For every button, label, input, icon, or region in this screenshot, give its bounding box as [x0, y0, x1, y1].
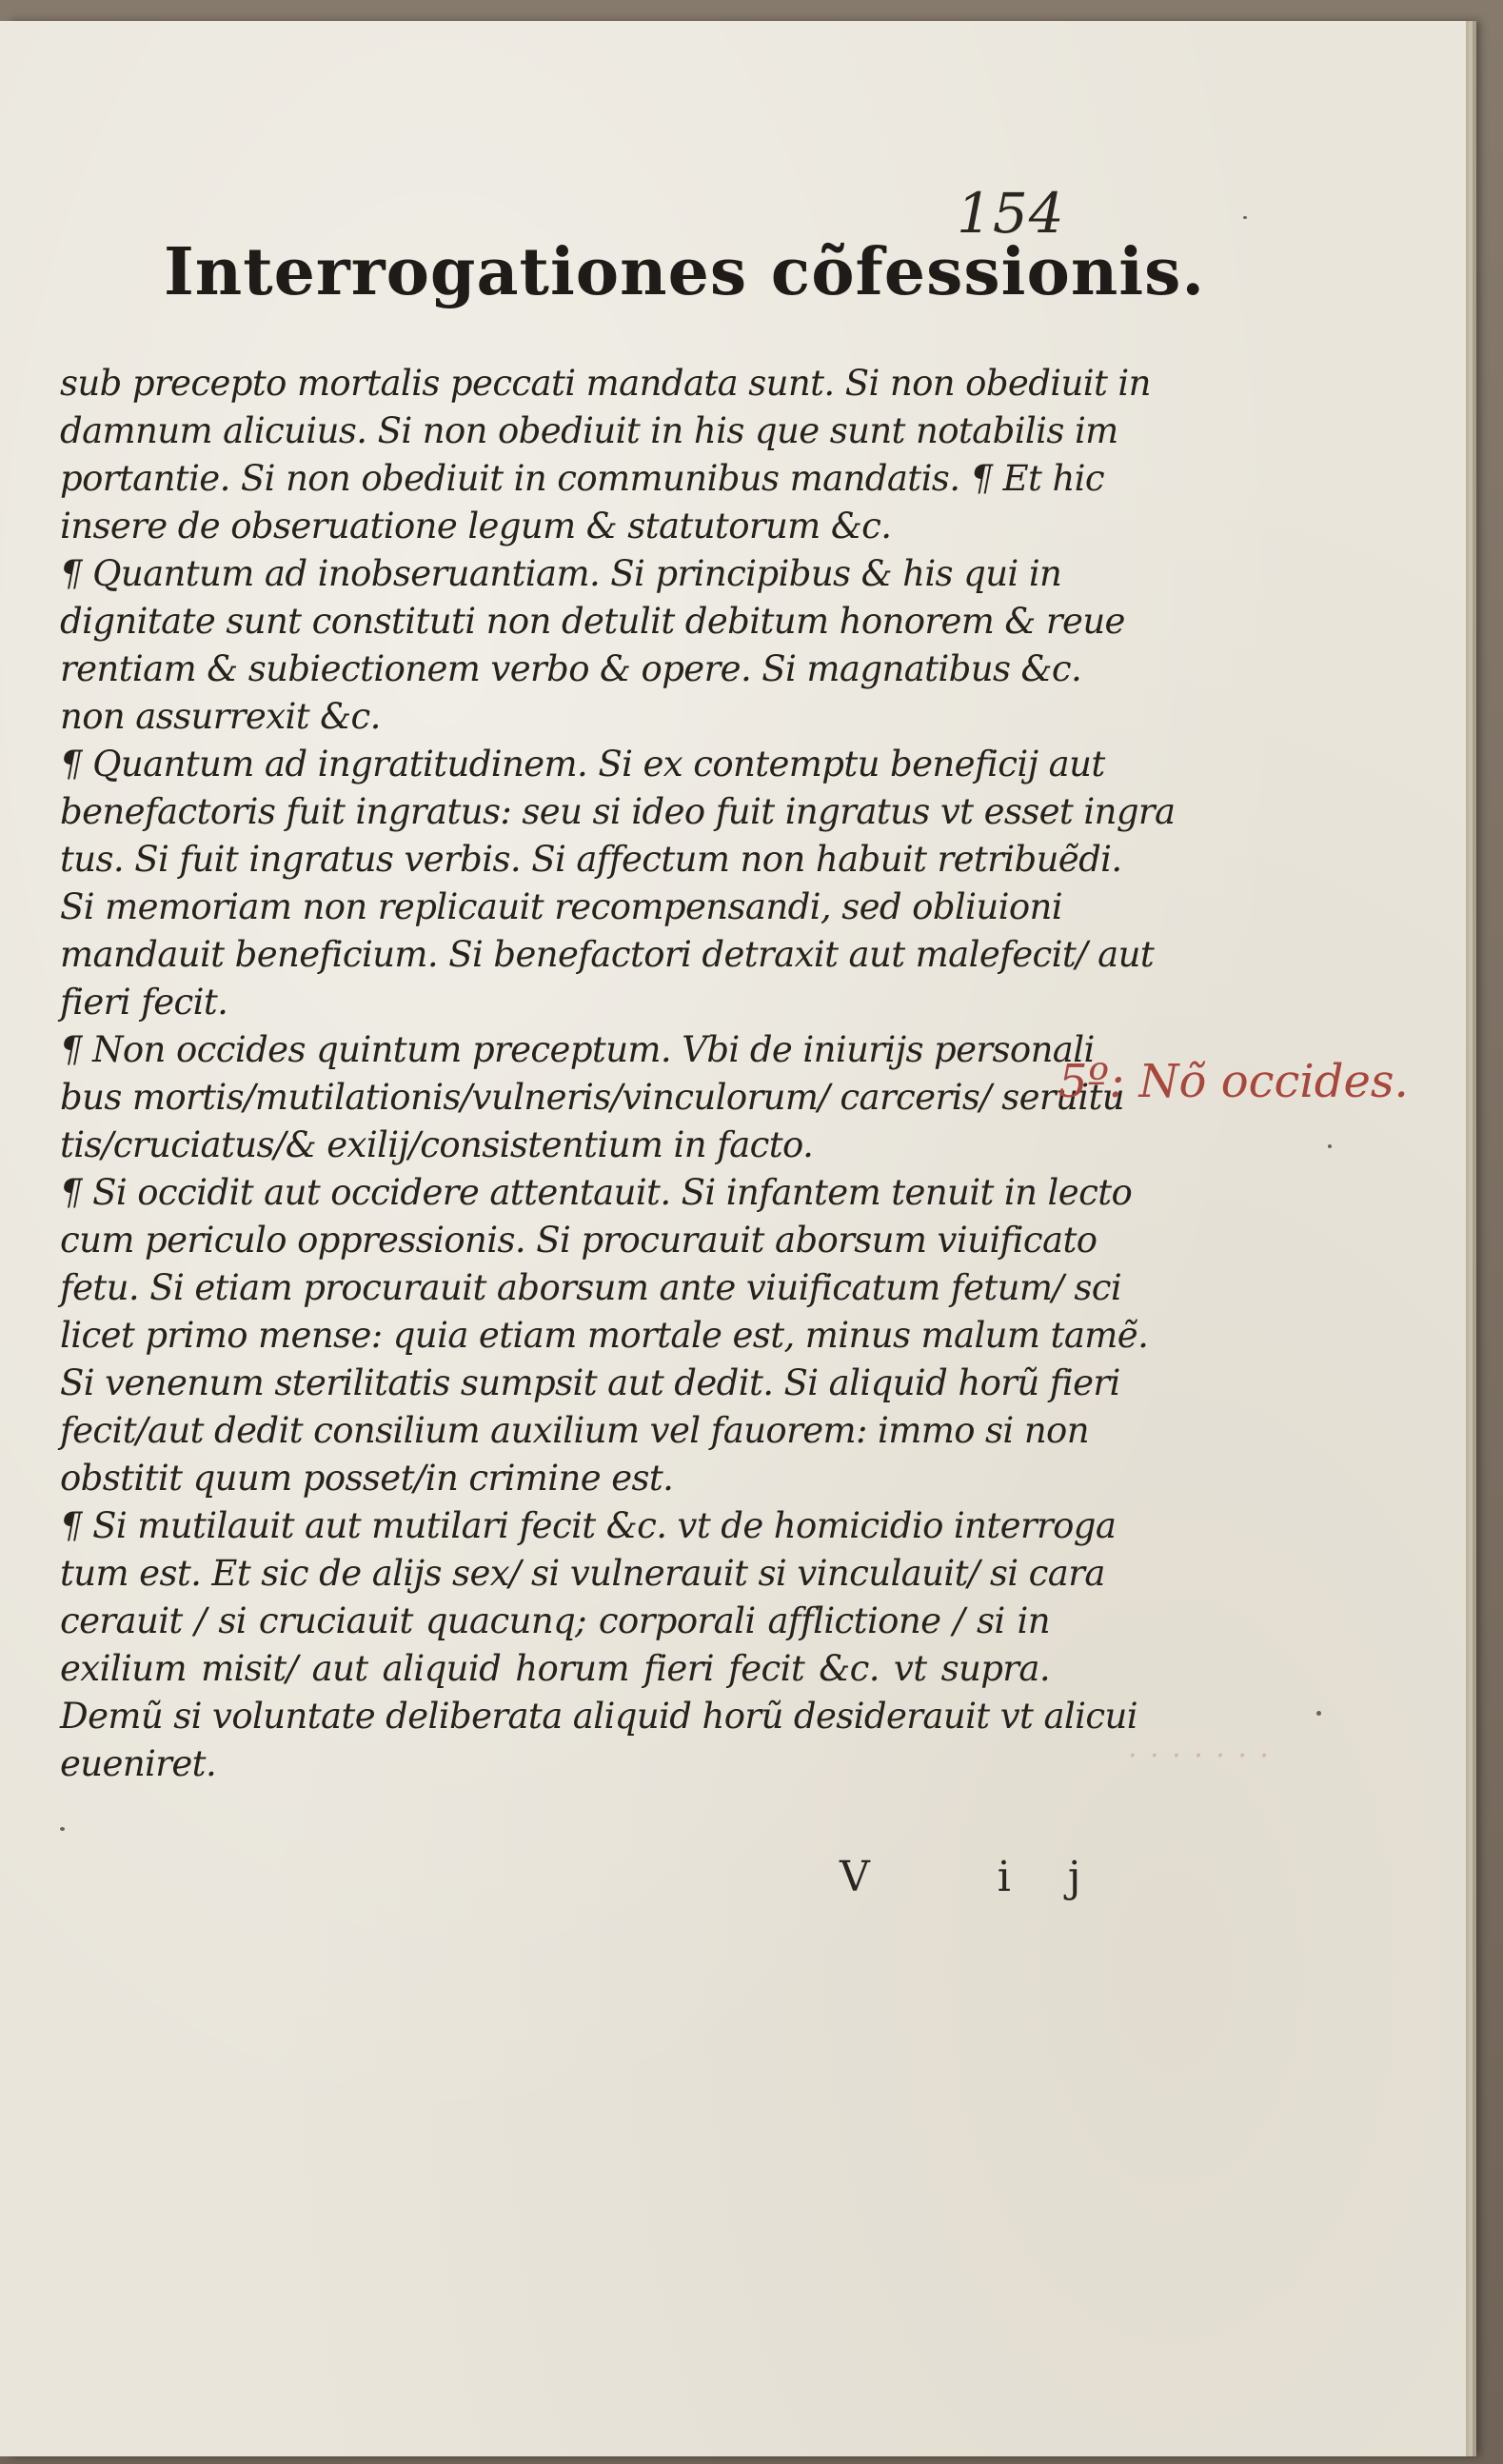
text-line: damnum alicuius. Si non obediuit in his que sunt notabilis im [60, 410, 1118, 451]
text-line: tus. Si fuit ingratus verbis. Si affectum non habuit retribuẽdi. [60, 839, 1122, 880]
text-line: exilium misit/ aut aliquid horum fieri fecit &c. vt supra. [60, 1648, 1050, 1689]
signature-mark: V ij [840, 1853, 1138, 1901]
text-line: ¶ Si occidit aut occidere attentauit. Si infantem tenuit in lecto [60, 1172, 1133, 1213]
ink-speck [1328, 1144, 1332, 1148]
text-line: rentiam & subiectionem verbo & opere. Si magnatibus &c. [60, 648, 1082, 689]
text-line: bus mortis/mutilationis/vulneris/vinculorum/ carceris/ seruitu [60, 1077, 1124, 1118]
marginal-annotation: 5º: Nõ occides. [1058, 1055, 1409, 1108]
folio-number: 154 [957, 181, 1065, 246]
text-line: tum est. Et sic de alijs sex/ si vulnerauit si vinculauit/ si cara [60, 1553, 1105, 1594]
text-line: Si memoriam non replicauit recompensandi, sed obliuioni [60, 886, 1062, 927]
text-line: ¶ Si mutilauit aut mutilari fecit &c. vt de homicidio interroga [60, 1505, 1117, 1546]
text-line: tis/cruciatus/& exilij/consistentium in facto. [60, 1124, 814, 1165]
main-text-block [60, 360, 1176, 1788]
text-line: ¶ Non occides quintum preceptum. Vbi de iniurijs personali [60, 1029, 1095, 1070]
text-line: licet primo mense: quia etiam mortale est, minus malum tamẽ. [60, 1315, 1149, 1356]
running-head: Interrogationes cõfessionis. [164, 234, 1206, 310]
text-line: ¶ Quantum ad ingratitudinem. Si ex contemptu beneficij aut [60, 744, 1105, 785]
ink-speck [1243, 216, 1247, 219]
text-line: mandauit beneficium. Si benefactori detraxit aut malefecit/ aut [60, 934, 1155, 975]
text-line: fieri fecit. [60, 982, 228, 1023]
text-line: cum periculo oppressionis. Si procurauit aborsum viuificato [60, 1220, 1098, 1261]
text-line: obstitit quum posset/in crimine est. [60, 1458, 674, 1499]
text-line: ¶ Quantum ad inobseruantiam. Si principibus & his qui in [60, 553, 1062, 594]
text-line: Demũ si voluntate deliberata aliquid horũ desiderauit vt alicui [60, 1696, 1137, 1737]
ink-speck [1316, 1711, 1321, 1716]
text-line: benefactoris fuit ingratus: seu si ideo fuit ingratus vt esset ingra [60, 791, 1176, 832]
text-line: portantie. Si non obediuit in communibus mandatis. ¶ Et hic [60, 458, 1105, 499]
text-line: cerauit / si cruciauit quacunq; corporali afflictione / si in [60, 1600, 1050, 1641]
book-page [0, 21, 1469, 2456]
text-line: fecit/aut dedit consilium auxilium vel fauorem: immo si non [60, 1410, 1089, 1451]
text-line: eueniret. [60, 1743, 217, 1784]
ink-speck [60, 1827, 65, 1831]
text-line: sub precepto mortalis peccati mandata sunt. Si non obediuit in [60, 363, 1151, 404]
text-line: dignitate sunt constituti non detulit debitum honorem & reue [60, 601, 1125, 642]
text-line: insere de obseruatione legum & statutorum &c. [60, 506, 892, 546]
text-line: Si venenum sterilitatis sumpsit aut dedit. Si aliquid horũ fieri [60, 1362, 1120, 1403]
show-through-ink: · · · · · · · [1128, 1739, 1271, 1773]
text-line: fetu. Si etiam procurauit aborsum ante viuificatum fetum/ sci [60, 1267, 1122, 1308]
text-line: non assurrexit &c. [60, 696, 381, 737]
